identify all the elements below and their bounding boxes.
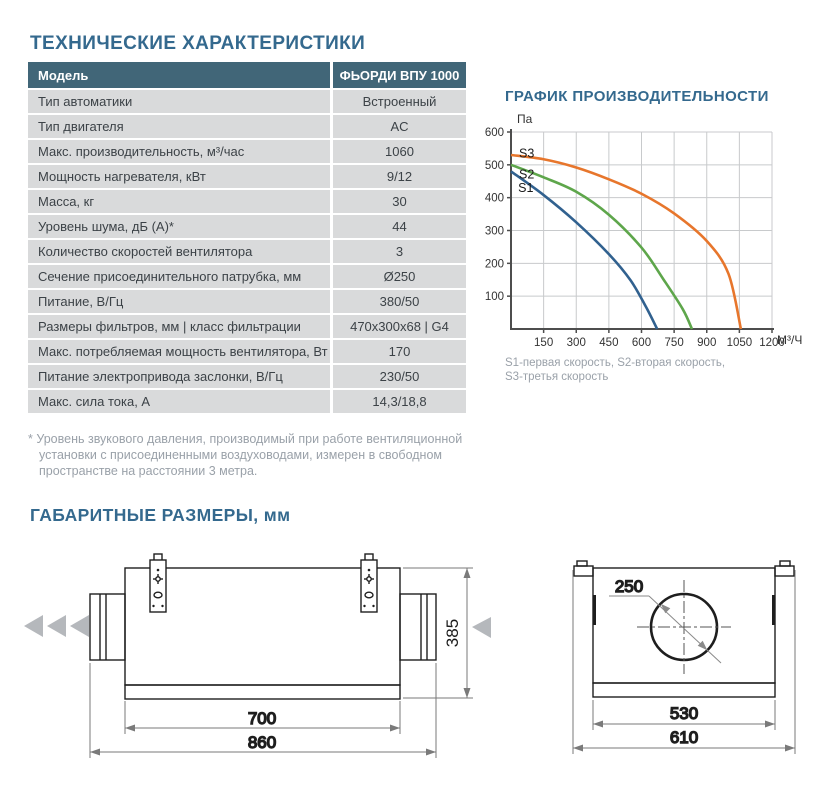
row-value: 30 (333, 190, 466, 213)
table-row (28, 115, 468, 138)
unit-base (125, 685, 400, 699)
row-label: Макс. производительность, м³/час (28, 140, 330, 163)
row-label: Питание, В/Гц (28, 290, 330, 313)
side-view-drawing (24, 554, 491, 758)
dimension-height (403, 568, 473, 698)
row-label: Питание электропривода заслонки, В/Гц (28, 365, 330, 388)
y-axis-label: Па (517, 112, 533, 126)
dimension-250-label: 250 (614, 577, 644, 596)
table-row (28, 140, 468, 163)
duct-collar-right (400, 594, 436, 660)
chart-legend (505, 356, 725, 384)
y-tick-label: 200 (485, 258, 504, 271)
table-row (28, 290, 468, 313)
table-row (28, 365, 468, 388)
row-value: 44 (333, 215, 466, 238)
page-title: ТЕХНИЧЕСКИЕ ХАРАКТЕРИСТИКИ (30, 33, 366, 54)
x-tick-label: 150 (534, 337, 554, 349)
performance-chart (485, 106, 820, 356)
row-label: Размеры фильтров, мм | класс фильтрации (28, 315, 330, 338)
end-view-drawing (573, 561, 795, 754)
footnote-line: * Уровень звукового давления, производимый при работе вентиляционной (28, 432, 463, 446)
x-tick-label: 600 (631, 337, 652, 349)
unit-base-end (593, 683, 775, 697)
x-tick-label: 450 (599, 337, 619, 349)
row-label: Сечение присоединительного патрубка, мм (28, 265, 330, 288)
y-tick-label: 600 (485, 127, 504, 139)
mounting-bracket-icon (361, 554, 377, 612)
dimension-385-label: 385 (443, 618, 462, 648)
row-label: Макс. сила тока, А (28, 390, 330, 413)
row-value: 1060 (333, 140, 466, 163)
x-axis-label: М³/Ч (777, 333, 803, 347)
table-header-row (28, 62, 468, 88)
x-tick-label: 1200 (759, 337, 785, 349)
table-row (28, 265, 468, 288)
row-label: Масса, кг (28, 190, 330, 213)
duct-collar-left (90, 594, 125, 660)
row-value: 380/50 (333, 290, 466, 313)
table-row (28, 340, 468, 363)
dimension-860-label: 860 (247, 733, 277, 752)
table-row (28, 165, 468, 188)
row-label: Макс. потребляемая мощность вентилятора, Вт (28, 340, 330, 363)
footnote-line: пространстве на расстоянии 3 метра. (39, 464, 258, 478)
curve-label-S3: S3 (519, 146, 535, 161)
x-tick-label: 300 (566, 337, 586, 349)
y-tick-label: 300 (485, 225, 504, 238)
legend-line: S3-третья скорость (505, 371, 609, 383)
row-label: Количество скоростей вентилятора (28, 240, 330, 263)
performance-chart-title: ГРАФИК ПРОИЗВОДИТЕЛЬНОСТИ (505, 88, 769, 105)
curve-label-S2: S2 (519, 167, 535, 182)
y-tick-label: 500 (485, 159, 504, 172)
row-value: 3 (333, 240, 466, 263)
row-value: 470x300x68 | G4 (333, 315, 466, 338)
row-value: Ø250 (333, 265, 466, 288)
legend-line: S1-первая скорость, S2-вторая скорость, (505, 357, 726, 369)
row-value: ФЬОРДИ ВПУ 1000 (333, 62, 466, 88)
dimension-700-label: 700 (247, 709, 277, 728)
footnote (28, 431, 468, 479)
table-row (28, 90, 468, 113)
row-label: Модель (28, 62, 330, 88)
x-tick-label: 900 (697, 337, 717, 349)
row-label: Мощность нагревателя, кВт (28, 165, 330, 188)
y-tick-label: 100 (485, 291, 504, 304)
row-value: 14,3/18,8 (333, 390, 466, 413)
table-row (28, 315, 468, 338)
row-value: AC (333, 115, 466, 138)
y-tick-label: 400 (485, 192, 504, 205)
spec-table (28, 62, 468, 415)
row-value: Встроенный (333, 90, 466, 113)
mounting-bracket-icon (150, 554, 166, 612)
row-value: 230/50 (333, 365, 466, 388)
row-label: Уровень шума, дБ (А)* (28, 215, 330, 238)
dimensions-title: ГАБАРИТНЫЕ РАЗМЕРЫ, мм (30, 505, 291, 525)
dimension-530-label: 530 (669, 704, 699, 723)
x-tick-label: 750 (664, 337, 684, 349)
curve-label-S1: S1 (518, 180, 534, 195)
x-tick-label: 1050 (726, 337, 753, 349)
row-value: 9/12 (333, 165, 466, 188)
table-row (28, 190, 468, 213)
table-row (28, 215, 468, 238)
dimensions-drawing (15, 548, 805, 783)
table-row (28, 390, 468, 413)
footnote-line: установки с присоединенными воздуховодами, измерен в свободном (39, 448, 442, 462)
table-row (28, 240, 468, 263)
row-label: Тип двигателя (28, 115, 330, 138)
row-value: 170 (333, 340, 466, 363)
row-label: Тип автоматики (28, 90, 330, 113)
dimension-610-label: 610 (669, 728, 699, 747)
